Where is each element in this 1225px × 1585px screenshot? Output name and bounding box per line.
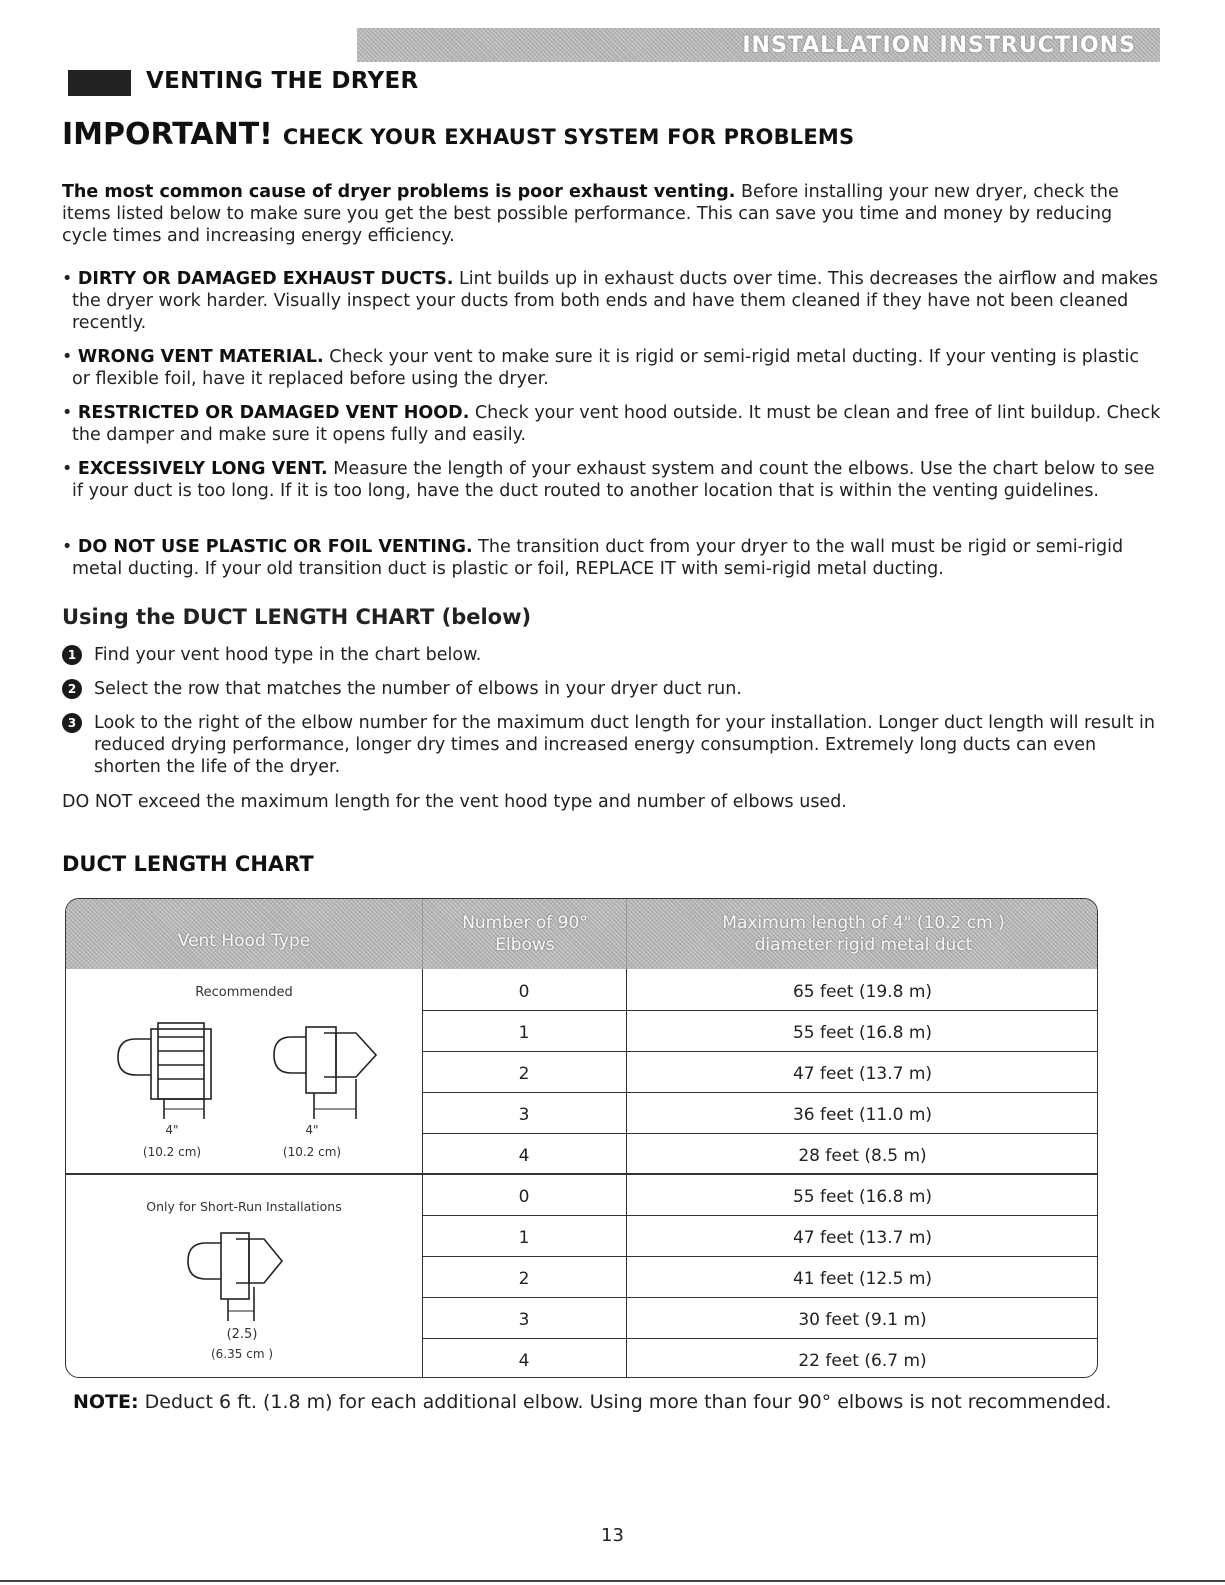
- bullet-bold: EXCESSIVELY LONG VENT.: [77, 459, 328, 479]
- elbow-count-cell: 0: [518, 1186, 530, 1207]
- bullet-item: • WRONG VENT MATERIAL. Check your vent to make sure it is rigid or semi-rigid metal ducting. If your venting is plastic or flexible foil, have it replaced before using the dryer.: [62, 347, 1139, 389]
- box-vent-hood-icon: [118, 1023, 211, 1119]
- header-vent-hood-type: Vent Hood Type: [177, 931, 311, 951]
- bullet-item: • DIRTY OR DAMAGED EXHAUST DUCTS. Lint builds up in exhaust ducts over time. This decreases the airflow and makes the dryer work harder. Visually inspect your ducts from both ends and have them cleaned if they have not been cleaned recently.: [62, 269, 1159, 333]
- header-max-length: [626, 899, 1098, 969]
- exceed-warning: DO NOT exceed the maximum length for the vent hood type and number of elbows used.: [62, 792, 847, 812]
- elbow-count-cell: 3: [518, 1104, 530, 1125]
- short-run-dimension-cm: (6.35 cm ): [211, 1347, 273, 1361]
- row-divider: [422, 1256, 1098, 1257]
- intro-paragraph: [62, 181, 1162, 247]
- dimension-inches: 4": [305, 1123, 319, 1137]
- step-item: [62, 712, 1162, 778]
- max-length-cell: 47 feet (13.7 m): [792, 1227, 933, 1248]
- row-divider: [422, 1215, 1098, 1216]
- header-max-length-text: Maximum length of 4" (10.2 cm ) diameter rigid metal duct: [722, 913, 1005, 955]
- row-divider: [422, 1338, 1098, 1339]
- step-number-icon: 3: [62, 713, 82, 733]
- chart-heading: DUCT LENGTH CHART: [62, 852, 314, 876]
- max-length-cell: 55 feet (16.8 m): [792, 1022, 933, 1043]
- step-item: [62, 644, 1162, 666]
- row-divider: [422, 1092, 1098, 1093]
- important-subtitle: CHECK YOUR EXHAUST SYSTEM FOR PROBLEMS: [282, 125, 855, 149]
- recommended-label: Recommended: [195, 985, 293, 1000]
- elbow-count-cell: 2: [518, 1063, 530, 1084]
- bullet-item: • EXCESSIVELY LONG VENT. Measure the length of your exhaust system and count the elbows. Use the chart below to see if your duct is too long. If it is too long, have the duct routed to another location that is within the venting guidelines.: [62, 459, 1155, 501]
- elbow-count-cell: 1: [518, 1022, 530, 1043]
- elbow-count-cell: 4: [518, 1350, 530, 1371]
- bullet-text: The transition duct from your dryer to the wall must be rigid or semi-rigid metal ducting. If your old transition duct is plastic or foil, REPLACE IT with semi-rigid metal ducting.: [72, 537, 1124, 579]
- page-number: 13: [601, 1525, 624, 1546]
- header-banner: [357, 28, 1160, 62]
- row-divider: [422, 1010, 1098, 1011]
- bottom-rule: [0, 1580, 1225, 1582]
- bullet-item: • RESTRICTED OR DAMAGED VENT HOOD. Check your vent hood outside. It must be clean and free of lint buildup. Check the damper and make sure it opens fully and easily.: [62, 403, 1161, 445]
- dimension-cm: (10.2 cm): [142, 1145, 202, 1159]
- intro-bold: The most common cause of dryer problems is poor exhaust venting.: [62, 182, 736, 202]
- elbow-count-cell: 0: [518, 981, 530, 1002]
- bullet-bold: WRONG VENT MATERIAL.: [77, 347, 324, 367]
- step-number-icon: 2: [62, 679, 82, 699]
- step-item: [62, 678, 1162, 700]
- intro-text: Before installing your new dryer, check the items listed below to make sure you get the best possible performance. This can save you time and money by reducing cycle times and increasing energy efficiency.: [62, 182, 1119, 246]
- short-run-hood-illustration: [166, 1221, 326, 1331]
- note-label: NOTE:: [73, 1391, 139, 1413]
- bullet-text: Check your vent to make sure it is rigid or semi-rigid metal ducting. If your venting is plastic or flexible foil, have it replaced before using the dryer.: [72, 347, 1139, 389]
- max-length-cell: 22 feet (6.7 m): [798, 1350, 927, 1371]
- angled-vent-hood-icon: [274, 1027, 376, 1119]
- step-text: Select the row that matches the number of elbows in your dryer duct run.: [94, 679, 742, 699]
- elbow-count-cell: 3: [518, 1309, 530, 1330]
- elbow-count-cell: 1: [518, 1227, 530, 1248]
- max-length-cell: 65 feet (19.8 m): [792, 981, 933, 1002]
- elbow-count-cell: 2: [518, 1268, 530, 1289]
- duct-length-table: [65, 898, 1098, 1378]
- banner-title: INSTALLATION INSTRUCTIONS: [742, 32, 1136, 58]
- elbow-count-cell: 4: [518, 1145, 530, 1166]
- bullet-text: Measure the length of your exhaust system and count the elbows. Use the chart below to see if your duct is too long. If it is too long, have the duct routed to another location that is within the venting guidelines.: [72, 459, 1155, 501]
- bullet-text: Check your vent hood outside. It must be clean and free of lint buildup. Check the damper and make sure it opens fully and easily.: [72, 403, 1161, 445]
- bullet-bold: DIRTY OR DAMAGED EXHAUST DUCTS.: [77, 269, 454, 289]
- important-word: IMPORTANT!: [62, 117, 273, 152]
- step-number-icon: 1: [62, 645, 82, 665]
- row-divider: [422, 1133, 1098, 1134]
- step-text: Find your vent hood type in the chart below.: [94, 645, 482, 665]
- step-text: Look to the right of the elbow number for the maximum duct length for your installation. Longer duct length will result in reduced drying performance, longer dry times and increased energy consumption. Extremely long ducts can even shorten the life of the dryer.: [94, 713, 1156, 777]
- row-divider: [422, 1051, 1098, 1052]
- row-divider: [422, 1297, 1098, 1298]
- dimension-cm: (10.2 cm): [282, 1145, 342, 1159]
- short-run-label: Only for Short-Run Installations: [146, 1199, 342, 1214]
- max-length-cell: 41 feet (12.5 m): [792, 1268, 933, 1289]
- vent-hood-illustrations: [106, 999, 406, 1159]
- bullet-item: • DO NOT USE PLASTIC OR FOIL VENTING. The transition duct from your dryer to the wall must be rigid or semi-rigid metal ducting. If your old transition duct is plastic or foil, REPLACE IT with semi-rigid metal ducting.: [62, 537, 1124, 579]
- header-elbows-text: Number of 90° Elbows: [462, 913, 588, 955]
- note-text: Deduct 6 ft. (1.8 m) for each additional elbow. Using more than four 90° elbows is not recommended.: [138, 1391, 1112, 1413]
- short-run-dimension-inches: (2.5): [226, 1327, 258, 1342]
- max-length-cell: 30 feet (9.1 m): [798, 1309, 927, 1330]
- bullet-bold: RESTRICTED OR DAMAGED VENT HOOD.: [77, 403, 470, 423]
- bullet-bold: DO NOT USE PLASTIC OR FOIL VENTING.: [77, 537, 473, 557]
- max-length-cell: 47 feet (13.7 m): [792, 1063, 933, 1084]
- bullet-text: Lint builds up in exhaust ducts over time. This decreases the airflow and makes the dryer work harder. Visually inspect your ducts from both ends and have them cleaned if they have not been cleaned recently.: [72, 269, 1159, 333]
- duct-chart-subheading: Using the DUCT LENGTH CHART (below): [62, 605, 532, 629]
- max-length-cell: 28 feet (8.5 m): [798, 1145, 927, 1166]
- dimension-inches: 4": [165, 1123, 179, 1137]
- max-length-cell: 55 feet (16.8 m): [792, 1186, 933, 1207]
- short-run-vent-hood-icon: [188, 1233, 282, 1321]
- section-marker: [68, 70, 131, 96]
- section-title: VENTING THE DRYER: [146, 68, 419, 94]
- header-elbows: [422, 899, 627, 969]
- note-line: [73, 1391, 1111, 1413]
- table-header: [66, 899, 1097, 969]
- max-length-cell: 36 feet (11.0 m): [792, 1104, 933, 1125]
- important-heading: [62, 117, 854, 152]
